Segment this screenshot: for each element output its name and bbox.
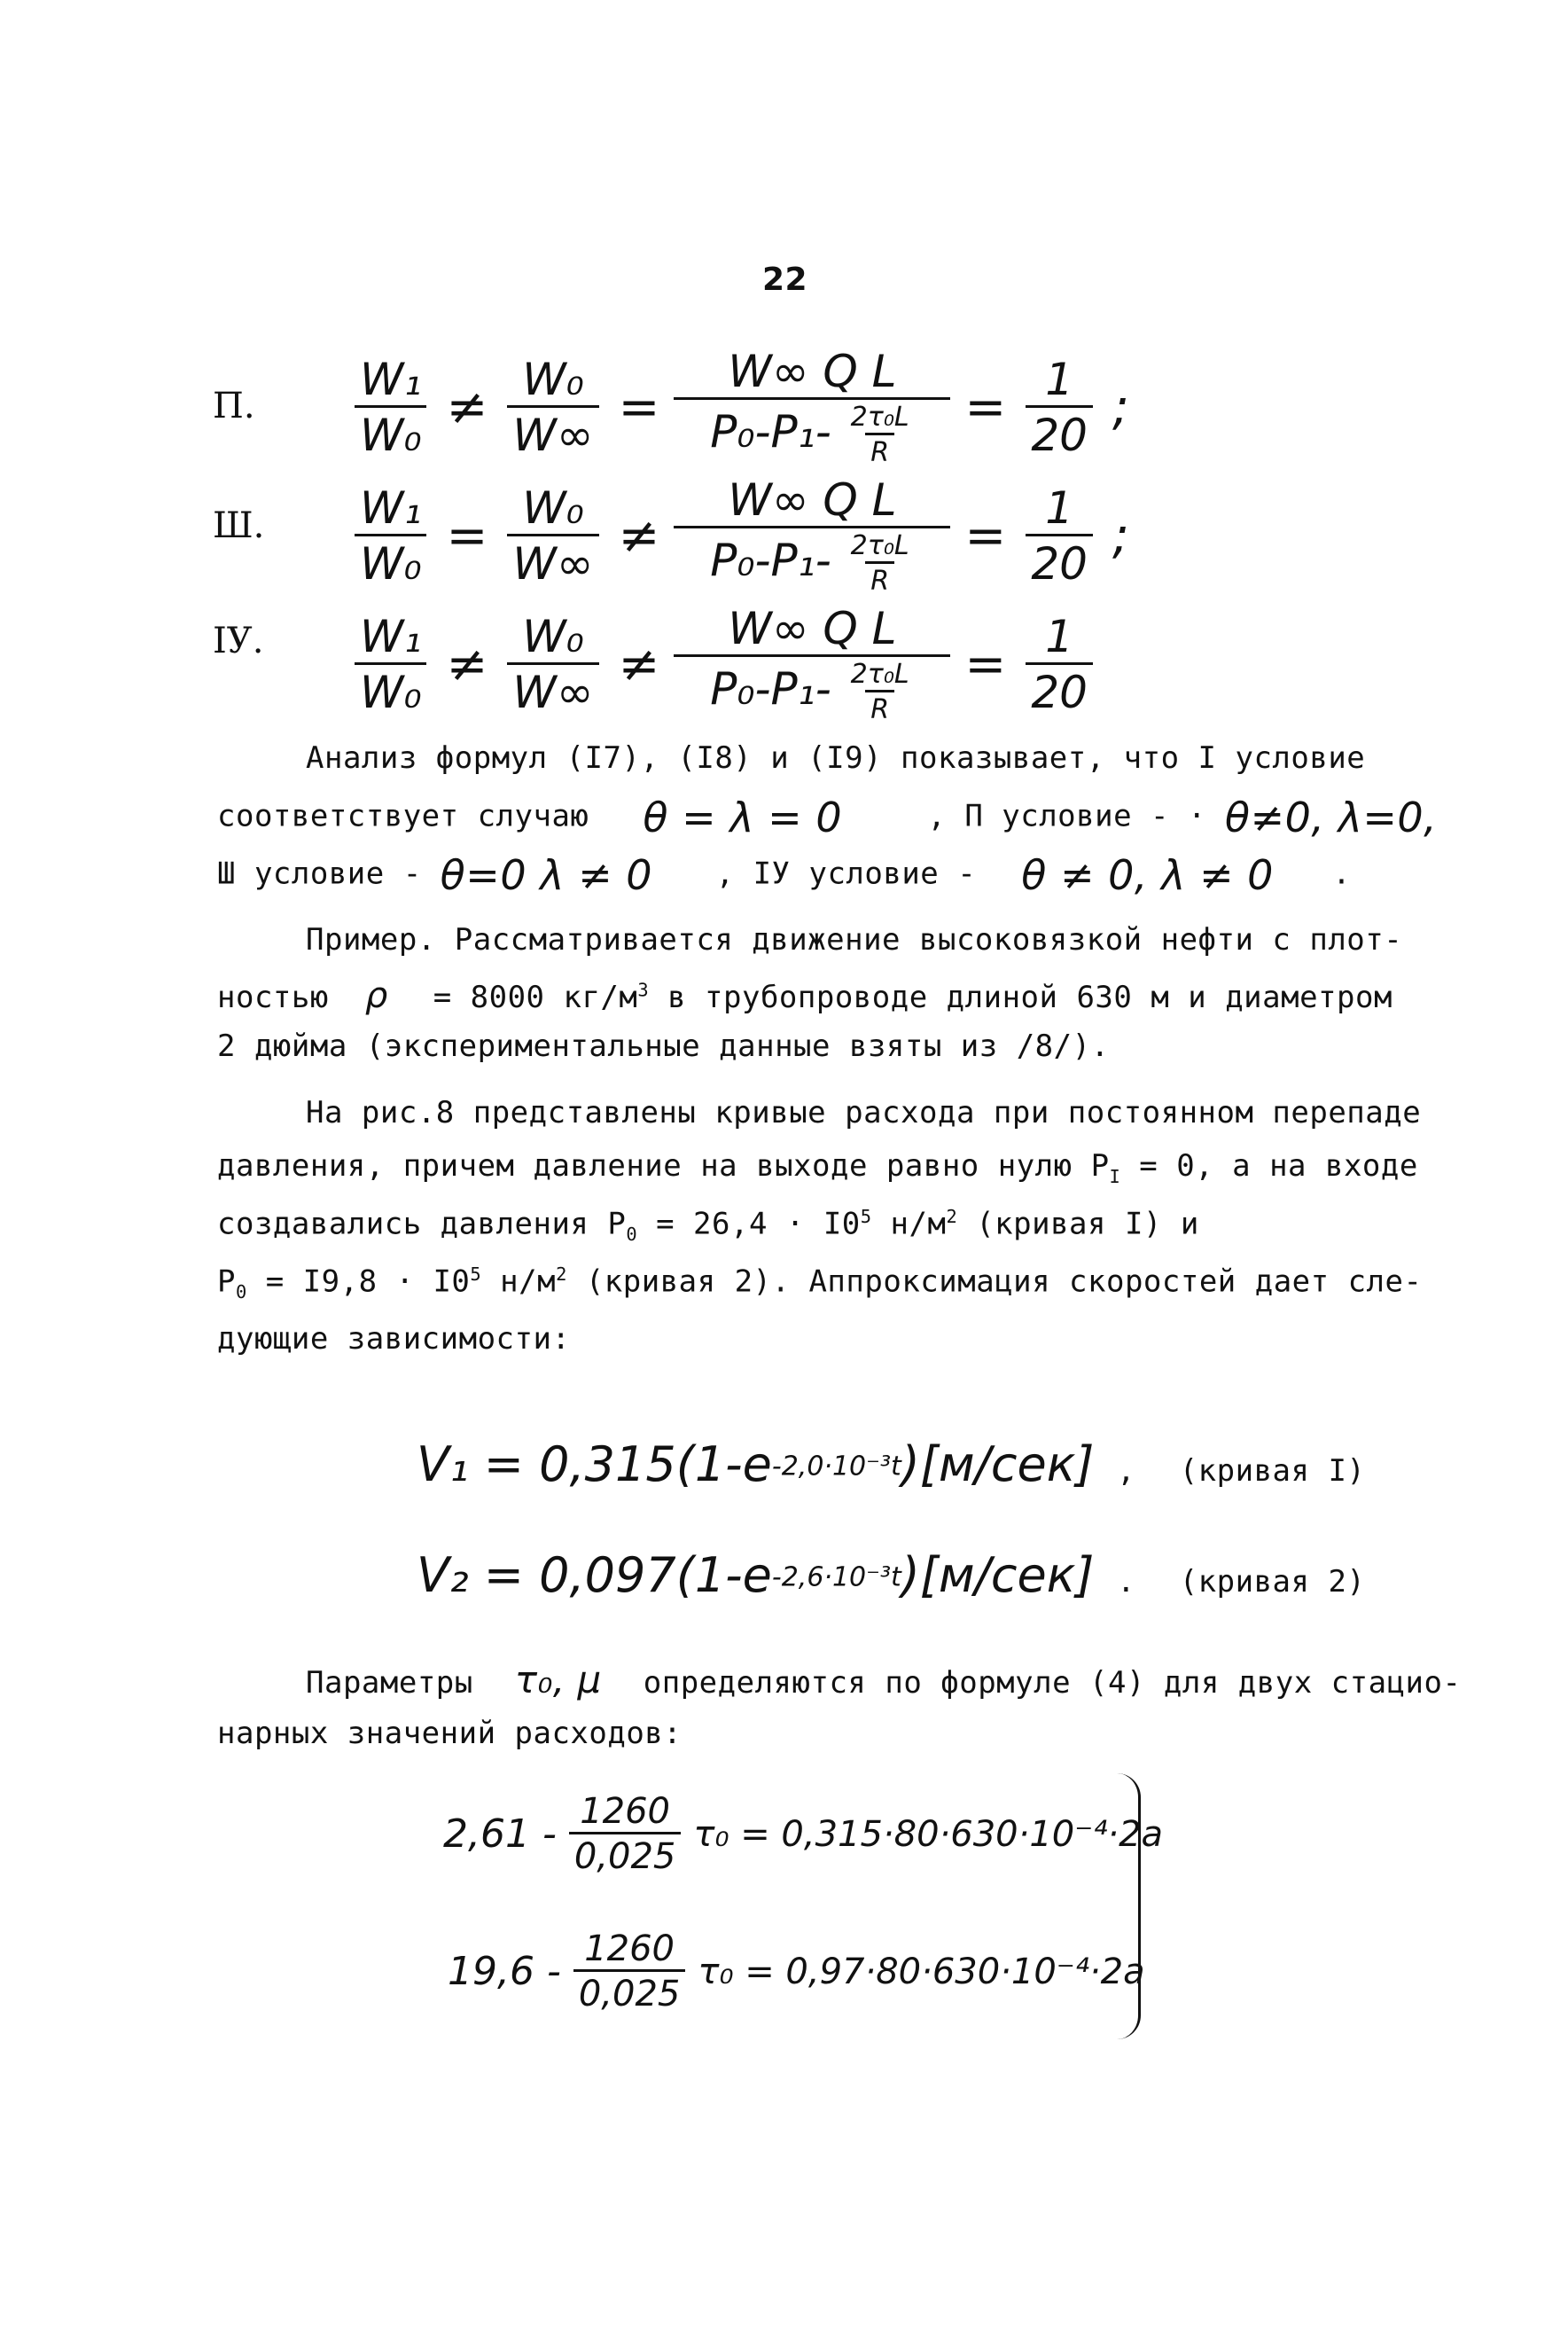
units: )[м/сек] (901, 1436, 1095, 1492)
text-line: нарных значений расходов: (217, 1716, 683, 1751)
fraction (679, 346, 945, 468)
superscript: 5 (470, 1263, 482, 1285)
operator: = (446, 506, 488, 565)
denominator: W∞ (507, 405, 598, 461)
text-span: Параметры (306, 1665, 473, 1701)
fraction (355, 611, 426, 718)
sub-fraction (846, 659, 915, 725)
text-line: На рис.8 представлены кривые расхода при постоянном перепаде (306, 1095, 1422, 1130)
text-span: = 8000 кг/м (433, 980, 638, 1015)
inline-formula: τ₀, μ (514, 1658, 602, 1701)
text-span: , П условие - · (927, 798, 1206, 834)
numerator: W₀ (522, 610, 584, 662)
numerator: 2τ₀L (850, 659, 909, 690)
punctuation: . (1117, 1564, 1136, 1600)
formula: V₂ = 0,097(1-e (417, 1547, 772, 1603)
text-line (217, 1263, 1422, 1302)
denominator: W∞ (507, 662, 598, 718)
text-span: (кривая 2). Аппроксимация скоростей дает сле- (566, 1263, 1423, 1300)
inline-formula: θ=0 λ ≠ 0 (440, 851, 653, 899)
fraction (573, 1928, 686, 2014)
numerator: W₁ (360, 481, 422, 534)
numerator: 1260 (580, 1791, 670, 1832)
text-line (217, 975, 1392, 1016)
denominator: 20 (1026, 662, 1093, 718)
denominator-main: P₀-P₁- (710, 406, 831, 458)
inline-formula: ρ (364, 975, 388, 1016)
sub-fraction (846, 402, 915, 468)
operator: = (964, 378, 1007, 436)
units: )[м/сек] (901, 1547, 1095, 1603)
text-line: Анализ формул (I7), (I8) и (I9) показывает, что I условие (306, 740, 1366, 776)
text-span: ностью (217, 980, 329, 1015)
text-span: = I9,8 · I0 (246, 1263, 471, 1300)
denominator: R (865, 690, 894, 725)
text-line (306, 1658, 1461, 1701)
numerator: 1 (1045, 610, 1074, 662)
numerator: 1 (1045, 481, 1074, 534)
superscript: 5 (860, 1206, 872, 1227)
text-span: н/м (871, 1206, 947, 1242)
numerator: W₀ (522, 481, 584, 534)
text-line (217, 851, 1351, 899)
fraction (1026, 611, 1093, 718)
fraction (507, 354, 598, 461)
curve-label: (кривая I) (1179, 1453, 1366, 1489)
superscript: 3 (637, 979, 650, 1001)
superscript: 2 (556, 1263, 567, 1285)
exponent: -2,0·10⁻³t (771, 1451, 901, 1482)
exponent: -2,6·10⁻³t (771, 1561, 901, 1593)
text-span: н/м (481, 1263, 557, 1300)
fraction (679, 603, 945, 725)
fraction (1026, 482, 1093, 590)
numerator: W₁ (360, 353, 422, 405)
equation-row (355, 346, 1129, 468)
denominator (674, 397, 950, 468)
text-span: соответствует случаю (217, 798, 589, 834)
sub-fraction (846, 530, 915, 597)
numerator: 1 (1045, 353, 1074, 405)
superscript: 2 (946, 1206, 958, 1227)
text-line: Пример. Рассматривается движение высоковязкой нефти с плот- (306, 922, 1403, 958)
numerator: W∞ Q L (728, 603, 897, 654)
text-span: создавались давления P (217, 1206, 627, 1242)
denominator: 0,025 (569, 1832, 682, 1877)
curve-label: (кривая 2) (1179, 1564, 1366, 1600)
text-line (217, 794, 1437, 841)
equation-mark: IУ. (213, 621, 264, 661)
fraction (355, 354, 426, 461)
operator: ≠ (446, 635, 488, 693)
text-line (217, 1206, 1199, 1245)
fraction (679, 474, 945, 597)
denominator: R (865, 561, 894, 597)
text-line: 2 дюйма (экспериментальные данные взяты из /8/). (217, 1029, 1110, 1064)
operator: ≠ (446, 378, 488, 436)
subscript: I (1109, 1165, 1121, 1187)
fraction (569, 1791, 682, 1877)
rhs: τ₀ = 0,97·80·630·10⁻⁴·2a (698, 1951, 1145, 1992)
text-span: , IУ условие - (715, 856, 977, 892)
operator: ≠ (618, 506, 660, 565)
rhs: τ₀ = 0,315·80·630·10⁻⁴·2a (693, 1813, 1164, 1855)
subscript: 0 (235, 1281, 247, 1303)
numerator: 1260 (584, 1928, 675, 1969)
velocity-formula-1 (417, 1436, 1365, 1492)
numerator: W₁ (360, 610, 422, 662)
system-brace (1117, 1773, 1141, 2039)
lhs: 19,6 - (448, 1949, 561, 1994)
text-span: . (1332, 856, 1352, 892)
text-span: (кривая I) и (957, 1206, 1199, 1242)
text-span: = 0, а на входе (1120, 1148, 1418, 1184)
text-span: Ш условие - (217, 856, 422, 892)
denominator: R (865, 433, 894, 468)
operator: = (964, 635, 1007, 693)
text-span: определяются по формуле (4) для двух стацио- (643, 1665, 1462, 1701)
text-line (217, 1148, 1418, 1187)
equation-row (355, 474, 1129, 597)
page-number: 22 (762, 262, 808, 298)
denominator: 0,025 (573, 1969, 686, 2014)
denominator-main: P₀-P₁- (710, 535, 831, 586)
numerator: W∞ Q L (728, 346, 897, 397)
subscript: 0 (626, 1224, 638, 1246)
text-span: в трубопроводе длиной 630 м и диаметром (649, 980, 1392, 1015)
inline-formula: θ = λ = 0 (643, 794, 843, 841)
equation-mark: П. (213, 386, 255, 426)
velocity-formula-2 (417, 1547, 1365, 1603)
denominator: W₀ (355, 662, 426, 718)
denominator (674, 654, 950, 725)
denominator: 20 (1026, 534, 1093, 590)
punctuation: ; (1112, 378, 1129, 436)
punctuation: ; (1112, 506, 1129, 565)
numerator: 2τ₀L (850, 402, 909, 433)
fraction (507, 611, 598, 718)
denominator-main: P₀-P₁- (710, 663, 831, 715)
lhs: 2,61 - (443, 1811, 557, 1857)
numerator: W₀ (522, 353, 584, 405)
equation-mark: Ш. (213, 505, 265, 546)
fraction (507, 482, 598, 590)
denominator (674, 526, 950, 597)
denominator: 20 (1026, 405, 1093, 461)
numerator: 2τ₀L (850, 530, 909, 561)
denominator: W∞ (507, 534, 598, 590)
text-span: P (217, 1263, 236, 1300)
inline-formula: θ ≠ 0, λ ≠ 0 (1021, 851, 1274, 899)
fraction (1026, 354, 1093, 461)
system-equation-1 (443, 1791, 1163, 1877)
formula: V₁ = 0,315(1-e (417, 1436, 772, 1492)
text-span: = 26,4 · I0 (637, 1206, 861, 1242)
punctuation: , (1117, 1453, 1136, 1489)
operator: = (618, 378, 660, 436)
denominator: W₀ (355, 534, 426, 590)
denominator: W₀ (355, 405, 426, 461)
inline-formula: θ≠0, λ=0, (1224, 794, 1438, 841)
numerator: W∞ Q L (728, 474, 897, 526)
text-line: дующие зависимости: (217, 1321, 571, 1357)
operator: = (964, 506, 1007, 565)
operator: ≠ (618, 635, 660, 693)
text-span: давления, причем давление на выходе равно нулю P (217, 1148, 1110, 1184)
equation-row (355, 603, 1093, 725)
fraction (355, 482, 426, 590)
system-equation-2 (448, 1928, 1145, 2014)
